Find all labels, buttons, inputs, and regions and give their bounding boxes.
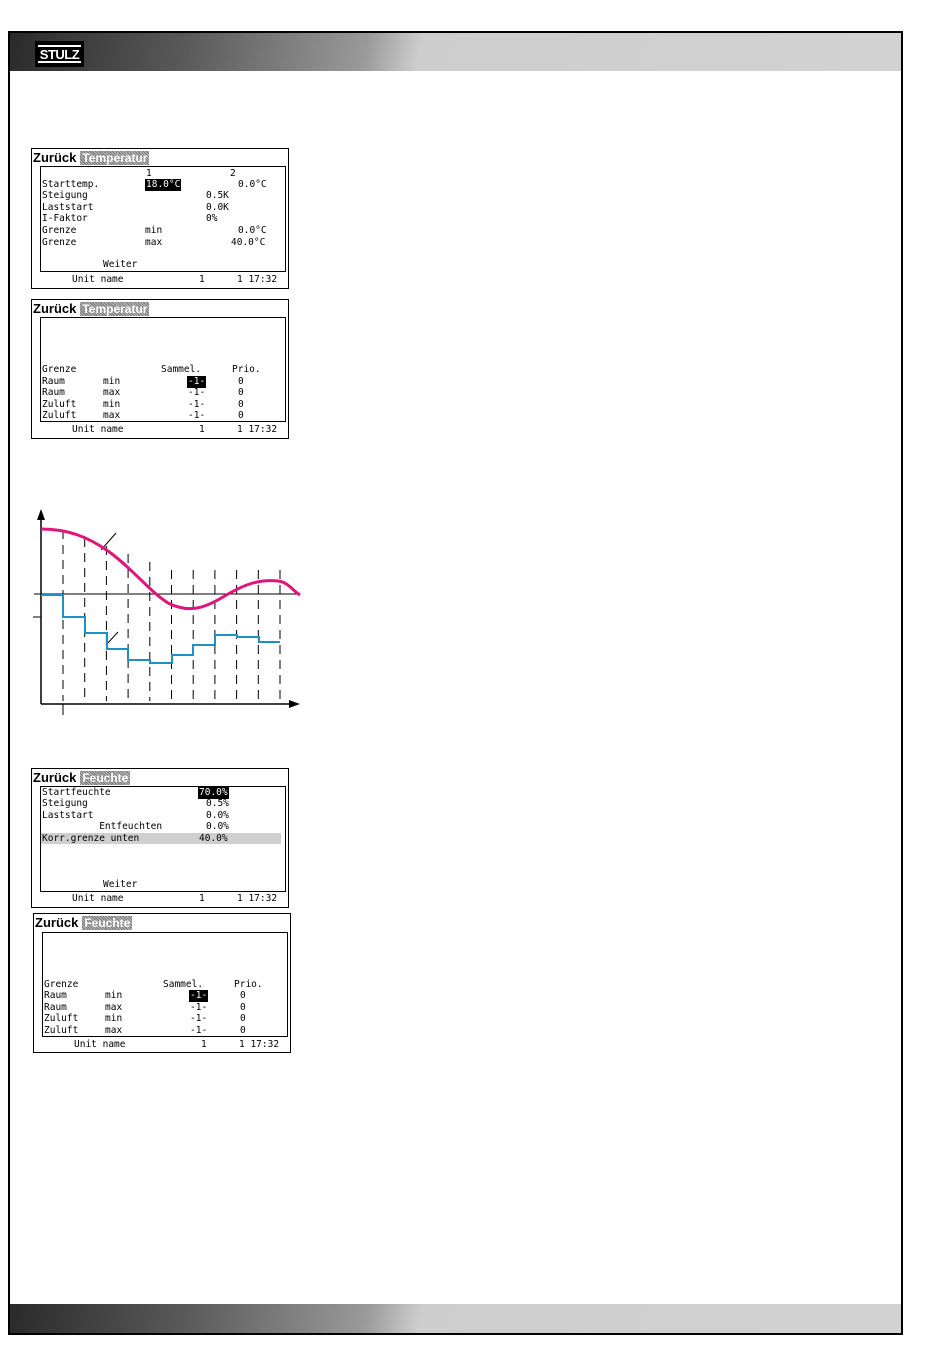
priority-value[interactable]: 0 [238, 387, 244, 398]
next-button[interactable]: Weiter [103, 879, 138, 890]
unit-name: Unit name [72, 274, 124, 285]
row-label: Steigung [42, 190, 88, 201]
start-temp-value-1[interactable]: 18.0°C [146, 179, 181, 190]
footer-band [10, 1304, 901, 1333]
row-qualifier: min [105, 990, 123, 1001]
slope-value[interactable]: 0.5K [206, 190, 229, 201]
logo-text: STULZ [39, 46, 80, 62]
header-band [10, 33, 901, 71]
correction-limit-value[interactable]: 40.0% [199, 833, 228, 844]
row-label: Raum [44, 1002, 67, 1013]
row-label: Starttemp. [42, 179, 100, 190]
limit-max-value[interactable]: 40.0°C [231, 237, 266, 248]
column-header-collective: Sammel. [163, 979, 204, 990]
back-button[interactable]: Zurück [33, 300, 77, 316]
humidity-screen-2 [33, 913, 291, 1053]
priority-value[interactable]: 0 [240, 990, 246, 1001]
collective-value[interactable]: -1- [188, 376, 206, 387]
row-label: Laststart [42, 202, 94, 213]
priority-value[interactable]: 0 [238, 410, 244, 421]
priority-value[interactable]: 0 [240, 1025, 246, 1036]
temperature-screen-1 [31, 148, 289, 289]
row-label: Laststart [42, 810, 94, 821]
unit-number: 1 [199, 893, 205, 904]
screen-title: Feuchte [82, 770, 129, 785]
unit-number: 1 [199, 274, 205, 285]
stulz-logo [35, 41, 84, 67]
row-label: Steigung [42, 798, 88, 809]
collective-value[interactable]: -1- [190, 990, 208, 1001]
row-label: Raum [42, 376, 65, 387]
row-qualifier: max [145, 237, 163, 248]
load-start-value[interactable]: 0.0% [206, 810, 229, 821]
unit-name: Unit name [72, 893, 124, 904]
row-label: I-Faktor [42, 213, 88, 224]
y-axis-arrow [37, 509, 45, 520]
collective-value[interactable]: -1- [190, 1013, 208, 1024]
i-factor-value[interactable]: 0% [206, 213, 218, 224]
row-label: Raum [42, 387, 65, 398]
row-label: Grenze [42, 225, 77, 236]
row-label: Zuluft [44, 1025, 79, 1036]
humidity-screen-1 [31, 768, 289, 908]
dehumidify-value[interactable]: 0.0% [206, 821, 229, 832]
row-qualifier: max [103, 410, 121, 421]
screen-title: Temperatur [82, 301, 148, 316]
row-qualifier: min [145, 225, 163, 236]
clock: 1 17:32 [237, 424, 278, 435]
control-chart [28, 505, 308, 720]
next-button[interactable]: Weiter [103, 259, 138, 270]
row-label: Zuluft [42, 399, 77, 410]
row-label: Raum [44, 990, 67, 1001]
row-label: Startfeuchte [42, 787, 111, 798]
row-label: Grenze [42, 237, 77, 248]
column-header-collective: Sammel. [161, 364, 202, 375]
clock: 1 17:32 [237, 893, 278, 904]
step-series [41, 595, 280, 663]
unit-number: 1 [201, 1039, 207, 1050]
row-label: Zuluft [42, 410, 77, 421]
collective-value[interactable]: -1- [190, 1025, 208, 1036]
collective-value[interactable]: -1- [188, 399, 206, 410]
screen-title: Feuchte [84, 915, 131, 930]
priority-value[interactable]: 0 [240, 1013, 246, 1024]
priority-value[interactable]: 0 [238, 399, 244, 410]
clock: 1 17:32 [239, 1039, 280, 1050]
unit-number: 1 [199, 424, 205, 435]
collective-value[interactable]: -1- [188, 410, 206, 421]
column-header-priority: Prio. [234, 979, 263, 990]
back-button[interactable]: Zurück [35, 914, 79, 930]
row-qualifier: max [105, 1002, 123, 1013]
row-label: Korr.grenze unten [42, 833, 140, 844]
column-2-label: 2 [230, 168, 236, 179]
row-qualifier: min [103, 399, 121, 410]
column-header-limit: Grenze [44, 979, 79, 990]
unit-name: Unit name [72, 424, 124, 435]
priority-value[interactable]: 0 [238, 376, 244, 387]
limit-min-value[interactable]: 0.0°C [238, 225, 267, 236]
x-axis-arrow [289, 700, 300, 708]
curve-series [41, 529, 300, 609]
row-qualifier: min [105, 1013, 123, 1024]
start-temp-value-2[interactable]: 0.0°C [238, 179, 267, 190]
slope-value[interactable]: 0.5% [206, 798, 229, 809]
column-header-priority: Prio. [232, 364, 261, 375]
column-1-label: 1 [146, 168, 152, 179]
collective-value[interactable]: -1- [188, 387, 206, 398]
screen-title: Temperatur [82, 150, 148, 165]
back-button[interactable]: Zurück [33, 769, 77, 785]
clock: 1 17:32 [237, 274, 278, 285]
column-header-limit: Grenze [42, 364, 77, 375]
row-label: Zuluft [44, 1013, 79, 1024]
row-label: Entfeuchten [42, 821, 163, 832]
load-start-value[interactable]: 0.0K [206, 202, 229, 213]
row-qualifier: min [103, 376, 121, 387]
temperature-screen-2 [31, 299, 289, 439]
row-qualifier: max [105, 1025, 123, 1036]
unit-name: Unit name [74, 1039, 126, 1050]
priority-value[interactable]: 0 [240, 1002, 246, 1013]
back-button[interactable]: Zurück [33, 149, 77, 165]
start-humidity-value[interactable]: 70.0% [199, 787, 228, 798]
collective-value[interactable]: -1- [190, 1002, 208, 1013]
row-qualifier: max [103, 387, 121, 398]
